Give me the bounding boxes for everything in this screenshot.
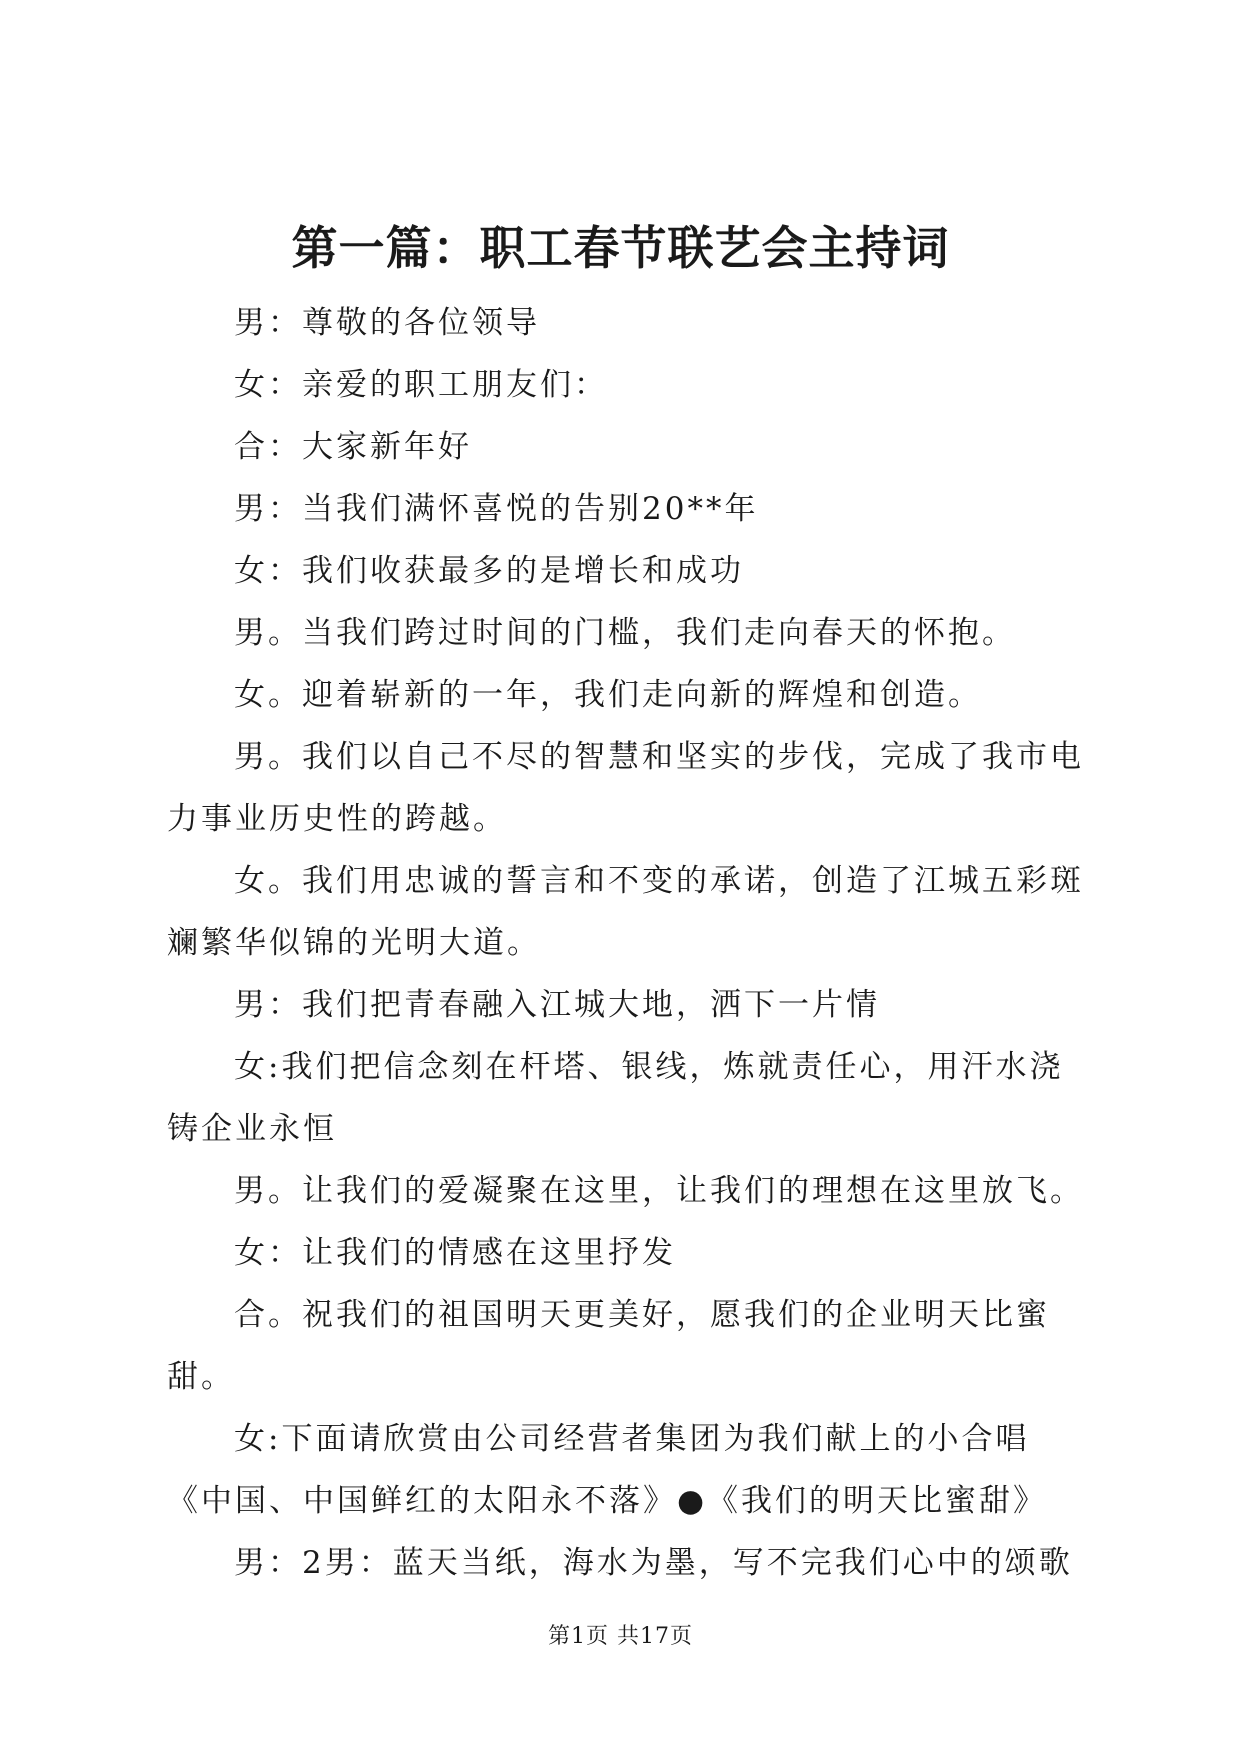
paragraph: 女。我们用忠诚的誓言和不变的承诺，创造了江城五彩斑斓繁华似锦的光明大道。 (167, 863, 1084, 961)
paragraph: 男。让我们的爱凝聚在这里，让我们的理想在这里放飞。 (234, 1173, 1084, 1209)
page-number-footer: 第1页 共17页 (548, 1624, 693, 1649)
paragraph: 女：亲爱的职工朋友们： (234, 367, 608, 403)
paragraph: 女：我们收获最多的是增长和成功 (234, 553, 744, 589)
paragraph: 女。迎着崭新的一年，我们走向新的辉煌和创造。 (234, 677, 982, 713)
paragraph: 男。当我们跨过时间的门槛，我们走向春天的怀抱。 (234, 615, 1016, 651)
paragraph: 女：让我们的情感在这里抒发 (234, 1235, 676, 1271)
paragraph: 男：尊敬的各位领导 (234, 305, 540, 341)
paragraph: 女:下面请欣赏由公司经营者集团为我们献上的小合唱《中国、中国鲜红的太阳永不落》●《我们的明天比蜜甜》 (167, 1421, 1048, 1519)
document-body (167, 292, 1087, 1594)
paragraph: 男：2男：蓝天当纸，海水为墨，写不完我们心中的颂歌 (234, 1545, 1073, 1581)
paragraph: 男：当我们满怀喜悦的告别20**年 (234, 491, 759, 527)
paragraph: 男。我们以自己不尽的智慧和坚实的步伐，完成了我市电力事业历史性的跨越。 (167, 739, 1084, 837)
document-title: 第一篇：职工春节联艺会主持词 (291, 221, 950, 275)
paragraph: 合。祝我们的祖国明天更美好，愿我们的企业明天比蜜甜。 (167, 1297, 1050, 1395)
paragraph: 男：我们把青春融入江城大地，洒下一片情 (234, 987, 880, 1023)
paragraph: 合：大家新年好 (234, 429, 472, 465)
paragraph: 女:我们把信念刻在杆塔、银线，炼就责任心，用汗水浇铸企业永恒 (167, 1049, 1064, 1147)
